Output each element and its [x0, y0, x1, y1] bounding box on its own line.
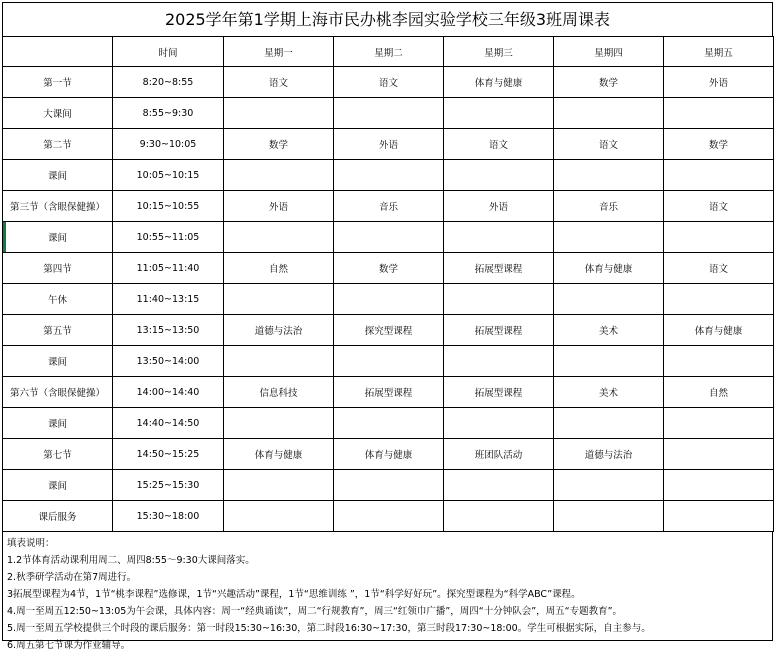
period-cell[interactable]: 第四节 [3, 253, 113, 284]
subject-cell-friday[interactable]: 语文 [664, 191, 774, 222]
subject-cell-monday[interactable]: 体育与健康 [224, 439, 334, 470]
subject-cell-monday[interactable] [224, 284, 334, 315]
subject-cell-friday[interactable] [664, 408, 774, 439]
subject-cell-wednesday[interactable] [444, 408, 554, 439]
period-cell[interactable]: 课间 [3, 222, 113, 253]
header-day-thursday[interactable]: 星期四 [554, 37, 664, 67]
subject-cell-wednesday[interactable] [444, 501, 554, 532]
subject-cell-friday[interactable] [664, 222, 774, 253]
table-row [3, 408, 774, 439]
table-row [3, 346, 774, 377]
header-day-monday[interactable]: 星期一 [224, 37, 334, 67]
subject-cell-thursday[interactable] [554, 160, 664, 191]
note-line: 4.周一至周五12:50~13:05为午会课，具体内容：周一“经典诵读”，周二“行规教育”，周三“红领巾广播”，周四“十分钟队会”，周五“专题教育”。 [7, 606, 622, 617]
period-cell[interactable]: 第六节（含眼保健操） [3, 377, 113, 408]
time-cell[interactable]: 11:05~11:40 [113, 253, 224, 284]
header-corner-cell[interactable] [3, 37, 113, 67]
header-time-cell[interactable]: 时间 [113, 37, 224, 67]
table-row [3, 284, 774, 315]
table-row [3, 191, 774, 222]
table-row [3, 470, 774, 501]
subject-cell-monday[interactable] [224, 222, 334, 253]
time-cell[interactable]: 9:30~10:05 [113, 129, 224, 160]
period-cell[interactable]: 第七节 [3, 439, 113, 470]
subject-cell-wednesday[interactable]: 语文 [444, 129, 554, 160]
subject-cell-tuesday[interactable] [334, 408, 444, 439]
subject-cell-wednesday[interactable] [444, 284, 554, 315]
timetable-sheet [2, 2, 773, 651]
subject-cell-friday[interactable] [664, 439, 774, 470]
subject-cell-friday[interactable] [664, 98, 774, 129]
period-cell[interactable]: 第五节 [3, 315, 113, 346]
subject-cell-monday[interactable] [224, 501, 334, 532]
subject-cell-friday[interactable] [664, 346, 774, 377]
period-cell[interactable]: 课间 [3, 470, 113, 501]
table-row [3, 67, 774, 98]
subject-cell-wednesday[interactable] [444, 222, 554, 253]
subject-cell-thursday[interactable]: 音乐 [554, 191, 664, 222]
subject-cell-tuesday[interactable]: 数学 [334, 253, 444, 284]
period-cell[interactable]: 午休 [3, 284, 113, 315]
subject-cell-monday[interactable] [224, 160, 334, 191]
subject-cell-tuesday[interactable] [334, 98, 444, 129]
subject-cell-thursday[interactable] [554, 470, 664, 501]
subject-cell-tuesday[interactable] [334, 284, 444, 315]
subject-cell-friday[interactable]: 自然 [664, 377, 774, 408]
period-cell[interactable]: 课后服务 [3, 501, 113, 532]
subject-cell-tuesday[interactable] [334, 501, 444, 532]
subject-cell-monday[interactable] [224, 98, 334, 129]
notes-section[interactable] [2, 532, 773, 651]
subject-cell-thursday[interactable]: 美术 [554, 377, 664, 408]
period-cell[interactable]: 大课间 [3, 98, 113, 129]
subject-cell-wednesday[interactable] [444, 98, 554, 129]
page-title[interactable]: 2025学年第1学期上海市民办桃李园实验学校三年级3班周课表 [2, 2, 773, 36]
subject-cell-wednesday[interactable]: 外语 [444, 191, 554, 222]
subject-cell-thursday[interactable]: 体育与健康 [554, 253, 664, 284]
period-cell[interactable]: 第一节 [3, 67, 113, 98]
timetable [2, 36, 774, 532]
time-cell[interactable]: 14:50~15:25 [113, 439, 224, 470]
subject-cell-monday[interactable] [224, 470, 334, 501]
header-day-wednesday[interactable]: 星期三 [444, 37, 554, 67]
table-row [3, 253, 774, 284]
subject-cell-monday[interactable]: 语文 [224, 67, 334, 98]
subject-cell-monday[interactable]: 外语 [224, 191, 334, 222]
table-row [3, 377, 774, 408]
period-cell[interactable]: 第二节 [3, 129, 113, 160]
subject-cell-tuesday[interactable]: 音乐 [334, 191, 444, 222]
subject-cell-monday[interactable]: 信息科技 [224, 377, 334, 408]
subject-cell-tuesday[interactable] [334, 160, 444, 191]
note-line: 1.2节体育活动课利用周二、周四8:55～9:30大课间落实。 [7, 555, 255, 566]
subject-cell-monday[interactable]: 自然 [224, 253, 334, 284]
subject-cell-friday[interactable]: 语文 [664, 253, 774, 284]
subject-cell-monday[interactable]: 数学 [224, 129, 334, 160]
subject-cell-tuesday[interactable] [334, 470, 444, 501]
period-cell[interactable]: 课间 [3, 160, 113, 191]
time-cell[interactable]: 8:55~9:30 [113, 98, 224, 129]
notes-heading: 填表说明： [7, 538, 55, 549]
table-row [3, 222, 774, 253]
header-day-tuesday[interactable]: 星期二 [334, 37, 444, 67]
subject-cell-thursday[interactable] [554, 346, 664, 377]
subject-cell-wednesday[interactable]: 体育与健康 [444, 67, 554, 98]
subject-cell-thursday[interactable] [554, 408, 664, 439]
subject-cell-tuesday[interactable] [334, 346, 444, 377]
subject-cell-tuesday[interactable]: 语文 [334, 67, 444, 98]
subject-cell-tuesday[interactable]: 拓展型课程 [334, 377, 444, 408]
subject-cell-monday[interactable] [224, 408, 334, 439]
subject-cell-monday[interactable]: 道德与法治 [224, 315, 334, 346]
period-cell[interactable]: 课间 [3, 408, 113, 439]
time-cell[interactable]: 8:20~8:55 [113, 67, 224, 98]
subject-cell-wednesday[interactable]: 班团队活动 [444, 439, 554, 470]
time-cell[interactable]: 13:50~14:00 [113, 346, 224, 377]
table-row [3, 160, 774, 191]
subject-cell-friday[interactable] [664, 501, 774, 532]
time-cell[interactable]: 15:30~18:00 [113, 501, 224, 532]
period-cell[interactable]: 课间 [3, 346, 113, 377]
note-line: 3拓展型课程为4节，1节“桃李课程”选修课，1节“兴趣活动”课程，1节“思维训练 ”，1节“科学好好玩”。探究型课程为“科学ABC”课程。 [7, 589, 581, 600]
note-line: 2.秋季研学活动在第7周进行。 [7, 572, 137, 583]
subject-cell-friday[interactable]: 外语 [664, 67, 774, 98]
time-cell[interactable]: 10:15~10:55 [113, 191, 224, 222]
subject-cell-thursday[interactable] [554, 98, 664, 129]
subject-cell-thursday[interactable]: 美术 [554, 315, 664, 346]
subject-cell-friday[interactable] [664, 160, 774, 191]
subject-cell-thursday[interactable] [554, 284, 664, 315]
table-row [3, 501, 774, 532]
subject-cell-wednesday[interactable] [444, 470, 554, 501]
subject-cell-thursday[interactable] [554, 222, 664, 253]
subject-cell-friday[interactable]: 数学 [664, 129, 774, 160]
subject-cell-friday[interactable] [664, 470, 774, 501]
table-row [3, 129, 774, 160]
subject-cell-wednesday[interactable]: 拓展型课程 [444, 377, 554, 408]
table-row [3, 439, 774, 470]
note-line: 6.周五第七节课为作业辅导。 [7, 640, 131, 651]
header-day-friday[interactable]: 星期五 [664, 37, 774, 67]
subject-cell-tuesday[interactable]: 探究型课程 [334, 315, 444, 346]
time-cell[interactable]: 14:40~14:50 [113, 408, 224, 439]
subject-cell-monday[interactable] [224, 346, 334, 377]
time-cell[interactable]: 14:00~14:40 [113, 377, 224, 408]
time-cell[interactable]: 10:55~11:05 [113, 222, 224, 253]
subject-cell-wednesday[interactable] [444, 160, 554, 191]
header-row [3, 37, 774, 67]
subject-cell-tuesday[interactable]: 外语 [334, 129, 444, 160]
table-row [3, 315, 774, 346]
subject-cell-friday[interactable] [664, 284, 774, 315]
subject-cell-thursday[interactable] [554, 501, 664, 532]
subject-cell-wednesday[interactable]: 拓展型课程 [444, 253, 554, 284]
time-cell[interactable]: 15:25~15:30 [113, 470, 224, 501]
subject-cell-thursday[interactable]: 语文 [554, 129, 664, 160]
subject-cell-wednesday[interactable]: 拓展型课程 [444, 315, 554, 346]
time-cell[interactable]: 10:05~10:15 [113, 160, 224, 191]
period-cell[interactable]: 第三节（含眼保健操） [3, 191, 113, 222]
subject-cell-tuesday[interactable]: 体育与健康 [334, 439, 444, 470]
subject-cell-thursday[interactable]: 数学 [554, 67, 664, 98]
time-cell[interactable]: 13:15~13:50 [113, 315, 224, 346]
subject-cell-tuesday[interactable] [334, 222, 444, 253]
subject-cell-thursday[interactable]: 道德与法治 [554, 439, 664, 470]
note-line: 5.周一至周五学校提供三个时段的课后服务：第一时段15:30~16:30，第二时段16:30~17:30，第三时段17:30~18:00。学生可根据实际，自主参与。 [7, 623, 651, 634]
subject-cell-wednesday[interactable] [444, 346, 554, 377]
table-row [3, 98, 774, 129]
time-cell[interactable]: 11:40~13:15 [113, 284, 224, 315]
subject-cell-friday[interactable]: 体育与健康 [664, 315, 774, 346]
